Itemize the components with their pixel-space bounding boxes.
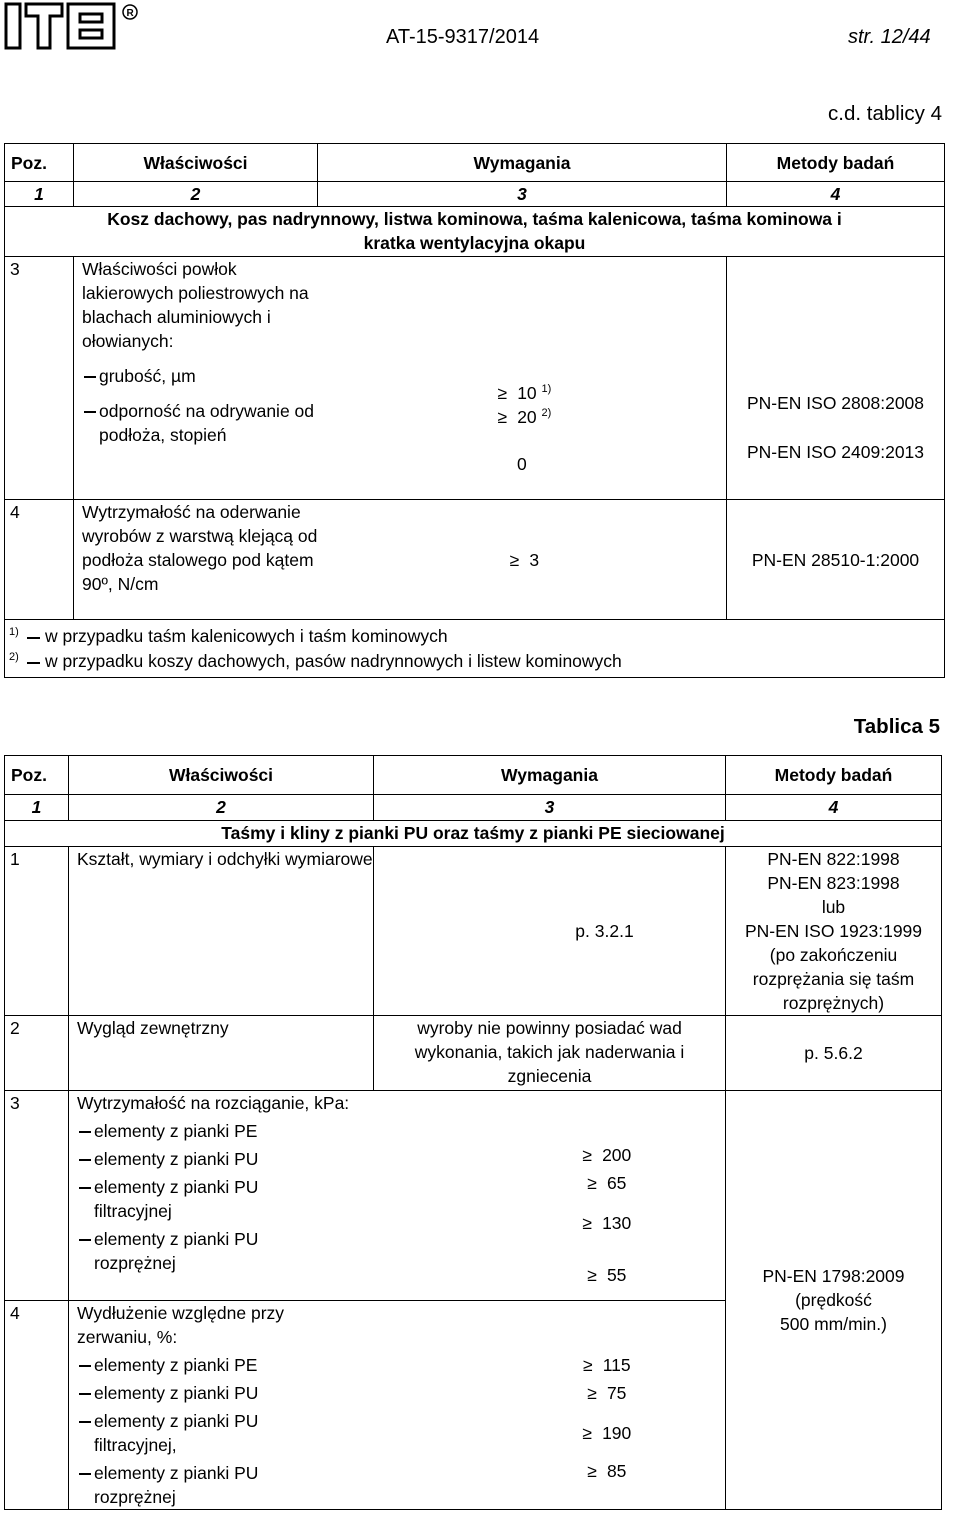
section-title: Taśmy i kliny z pianki PU oraz taśmy z pianki PE sieciowanej: [5, 821, 942, 847]
footnote: 1) w przypadku taśm kalenicowych i taśm kominowych: [5, 624, 944, 649]
requirement-value: wyroby nie powinny posiadać wad wykonania, takich jak naderwania i zgniecenia: [374, 1016, 726, 1091]
list-item: elementy z pianki PU filtracyjnej,: [77, 1409, 304, 1457]
col-number: 1: [5, 795, 69, 821]
col-header-requirements: Wymagania: [318, 144, 727, 182]
row-position: 3: [10, 259, 20, 279]
test-method: PN-EN ISO 1923:1999: [744, 921, 923, 941]
requirement-value: ≥ 20 $^{2)}$: [497, 407, 552, 427]
table-header-row: [5, 756, 942, 795]
requirement-value: ≥ 200: [582, 1145, 632, 1165]
col-header-poz: Poz.: [5, 144, 74, 182]
table-header-row: [5, 144, 945, 182]
list-item: elementy z pianki PU rozprężnej: [77, 1227, 304, 1275]
test-method: PN-EN ISO 2409:2013: [746, 442, 925, 462]
col-header-poz: Poz.: [5, 756, 69, 795]
list-item: grubość, µm: [82, 364, 318, 388]
col-header-properties: Właściwości: [69, 756, 374, 795]
table-row: [5, 1091, 942, 1301]
col-header-methods: Metody badań: [726, 756, 942, 795]
list-item: odporność na odrywanie od podłoża, stopień: [82, 399, 318, 447]
itb-logo: [4, 2, 140, 57]
test-method: PN-EN 28510-1:2000: [727, 500, 945, 620]
requirement-value: ≥ 190: [582, 1423, 632, 1443]
requirement-value: ≥ 65: [587, 1173, 627, 1193]
requirement-value: ≥ 115: [583, 1355, 631, 1375]
column-number-row: [5, 182, 945, 207]
section-row: [5, 207, 945, 257]
test-method: PN-EN ISO 2808:2008: [746, 393, 925, 413]
test-method: lub: [821, 897, 846, 917]
col-number: 4: [726, 795, 942, 821]
col-header-properties: Właściwości: [74, 144, 318, 182]
test-method: rozprężania się taśm: [752, 969, 915, 989]
list-item: elementy z pianki PE: [77, 1119, 374, 1143]
requirement-value: ≥ 10 $^{1)}$: [497, 383, 552, 403]
section-row: [5, 821, 942, 847]
property-title: Kształt, wymiary i odchyłki wymiarowe: [69, 847, 374, 1016]
footnotes-row: [5, 620, 945, 678]
property-title: Wydłużenie względne przy zerwaniu, %:: [77, 1303, 285, 1347]
col-number: 3: [374, 795, 726, 821]
requirement-value: ≥ 3: [318, 500, 727, 620]
col-number: 1: [5, 182, 74, 207]
property-title: Wytrzymałość na rozciąganie, kPa:: [77, 1093, 350, 1113]
row-position: 2: [10, 1018, 20, 1038]
requirement-value: ≥ 130: [582, 1213, 632, 1233]
table-5: [4, 755, 942, 1510]
list-item: elementy z pianki PU filtracyjnej: [77, 1175, 304, 1223]
list-item: elementy z pianki PU: [77, 1381, 374, 1405]
table-row: [5, 500, 945, 620]
table5-title: Tablica 5: [853, 715, 940, 738]
test-method: PN-EN 823:1998: [767, 873, 900, 893]
svg-text:R: R: [126, 8, 134, 19]
property-title: Właściwości powłok lakierowych poliestrowych na blachach aluminiowych i ołowianych:: [82, 259, 309, 351]
row-position: 4: [10, 502, 20, 522]
requirement-value: ≥ 55: [587, 1265, 627, 1285]
col-number: 4: [727, 182, 945, 207]
row-position: 4: [10, 1303, 20, 1323]
footnote: 2) w przypadku koszy dachowych, pasów nadrynnowych i listew kominowych: [5, 649, 944, 674]
test-method: (po zakończeniu: [769, 945, 898, 965]
table-row: [5, 847, 942, 1016]
test-method: p. 5.6.2: [726, 1016, 942, 1091]
test-method: 500 mm/min.): [780, 1314, 887, 1334]
row-position: 1: [10, 849, 20, 869]
page-number: str. 12/44: [848, 26, 931, 48]
requirement-value: p. 3.2.1: [374, 847, 726, 1016]
table-4: [4, 143, 945, 678]
test-method: PN-EN 822:1998: [767, 849, 900, 869]
table-row: [5, 1016, 942, 1091]
col-header-requirements: Wymagania: [374, 756, 726, 795]
table4-continuation-label: c.d. tablicy 4: [828, 102, 942, 125]
property-title: Wygląd zewnętrzny: [69, 1016, 374, 1091]
requirement-value: 0: [516, 454, 527, 474]
test-method: (prędkość: [795, 1290, 872, 1310]
list-item: elementy z pianki PU: [77, 1147, 374, 1171]
column-number-row: [5, 795, 942, 821]
test-method: rozprężnych): [782, 993, 885, 1013]
requirement-value: ≥ 75: [587, 1383, 627, 1403]
col-number: 2: [69, 795, 374, 821]
section-title: Kosz dachowy, pas nadrynnowy, listwa kominowa, taśma kalenicowa, taśma kominowa i kratka wentylacyjna okapu: [5, 207, 945, 257]
list-item: elementy z pianki PE: [77, 1353, 374, 1377]
list-item: elementy z pianki PU rozprężnej: [77, 1461, 304, 1509]
col-number: 2: [74, 182, 318, 207]
property-title: Wytrzymałość na oderwanie wyrobów z warstwą klejącą od podłoża stalowego pod kątem 90º, N/cm: [74, 500, 318, 620]
test-method: PN-EN 1798:2009: [762, 1266, 905, 1286]
row-position: 3: [10, 1093, 20, 1113]
requirement-value: ≥ 85: [587, 1461, 627, 1481]
col-header-methods: Metody badań: [727, 144, 945, 182]
col-number: 3: [318, 182, 727, 207]
document-number: AT-15-9317/2014: [386, 26, 540, 48]
table-row: [5, 257, 945, 500]
